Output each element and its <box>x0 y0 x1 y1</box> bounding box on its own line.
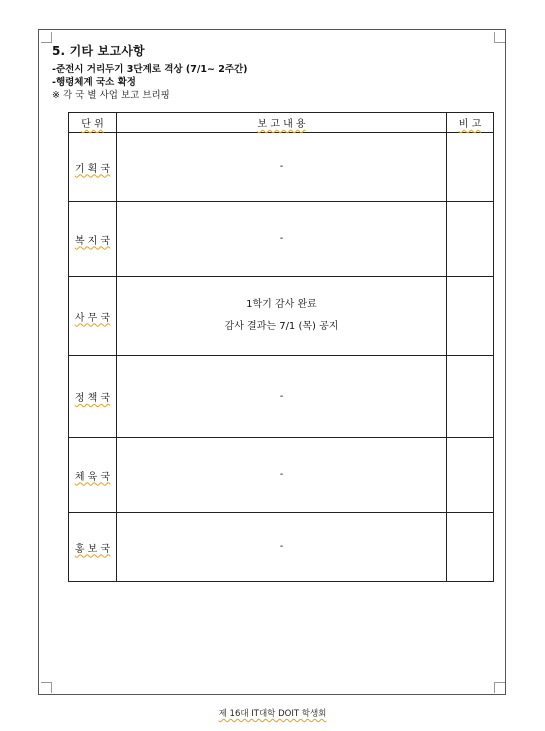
table-row <box>69 438 494 513</box>
row-content <box>117 202 447 277</box>
row-content <box>117 277 447 356</box>
header-remark-label: 비 고 <box>458 119 482 130</box>
row-content-line: - <box>279 161 284 172</box>
row-content-line: 감사 결과는 7/1 (목) 공지 <box>224 321 339 332</box>
row-unit <box>69 438 117 513</box>
crop-mark-top-right <box>494 32 505 43</box>
row-unit-label: 홍 보 국 <box>74 543 111 555</box>
row-content <box>117 356 447 438</box>
row-content <box>117 438 447 513</box>
row-unit <box>69 202 117 277</box>
row-unit-label: 복 지 국 <box>74 235 111 247</box>
note-line-3: ※ 각 국 별 사업 보고 브리핑 <box>52 90 170 101</box>
note-line-2: -행령체계 국소 확정 <box>52 77 136 88</box>
header-content <box>117 113 447 133</box>
row-unit <box>69 356 117 438</box>
row-content-line: - <box>279 469 284 480</box>
row-remark <box>447 277 494 356</box>
row-unit-label: 체 육 국 <box>74 471 111 483</box>
crop-mark-bottom-left <box>41 682 52 693</box>
header-content-label: 보 고 내 용 <box>257 119 306 130</box>
page-footer <box>0 707 545 719</box>
table-row <box>69 277 494 356</box>
row-content-line: - <box>279 390 284 402</box>
row-content <box>117 133 447 202</box>
table-row <box>69 513 494 582</box>
row-remark <box>447 356 494 438</box>
table-row <box>69 356 494 438</box>
row-content-line: 1학기 감사 완료 <box>246 299 317 310</box>
row-unit-label: 기 획 국 <box>74 163 111 175</box>
row-remark <box>447 513 494 582</box>
row-unit <box>69 133 117 202</box>
crop-mark-bottom-right <box>494 682 505 693</box>
row-unit <box>69 277 117 356</box>
note-line-1: -준전시 거리두기 3단계로 격상 (7/1~ 2주간) <box>52 64 248 75</box>
row-unit-label: 사 무 국 <box>74 312 111 324</box>
row-remark <box>447 438 494 513</box>
footer-text: 제 16대 IT대학 DOIT 학생회 <box>218 709 327 719</box>
crop-mark-top-left <box>41 32 52 43</box>
table-row <box>69 202 494 277</box>
header-remark <box>447 113 494 133</box>
row-unit-label: 정 책 국 <box>74 393 111 404</box>
table-row <box>69 133 494 202</box>
table-header-row <box>69 113 494 133</box>
row-unit <box>69 513 117 582</box>
row-remark <box>447 202 494 277</box>
row-content <box>117 513 447 582</box>
row-content-line: - <box>279 233 284 244</box>
header-unit <box>69 113 117 133</box>
row-content-line: - <box>279 541 284 552</box>
report-table <box>68 112 494 582</box>
section-heading: 5. 기타 보고사항 <box>52 44 145 58</box>
row-remark <box>447 133 494 202</box>
header-unit-label: 단 위 <box>81 119 104 130</box>
